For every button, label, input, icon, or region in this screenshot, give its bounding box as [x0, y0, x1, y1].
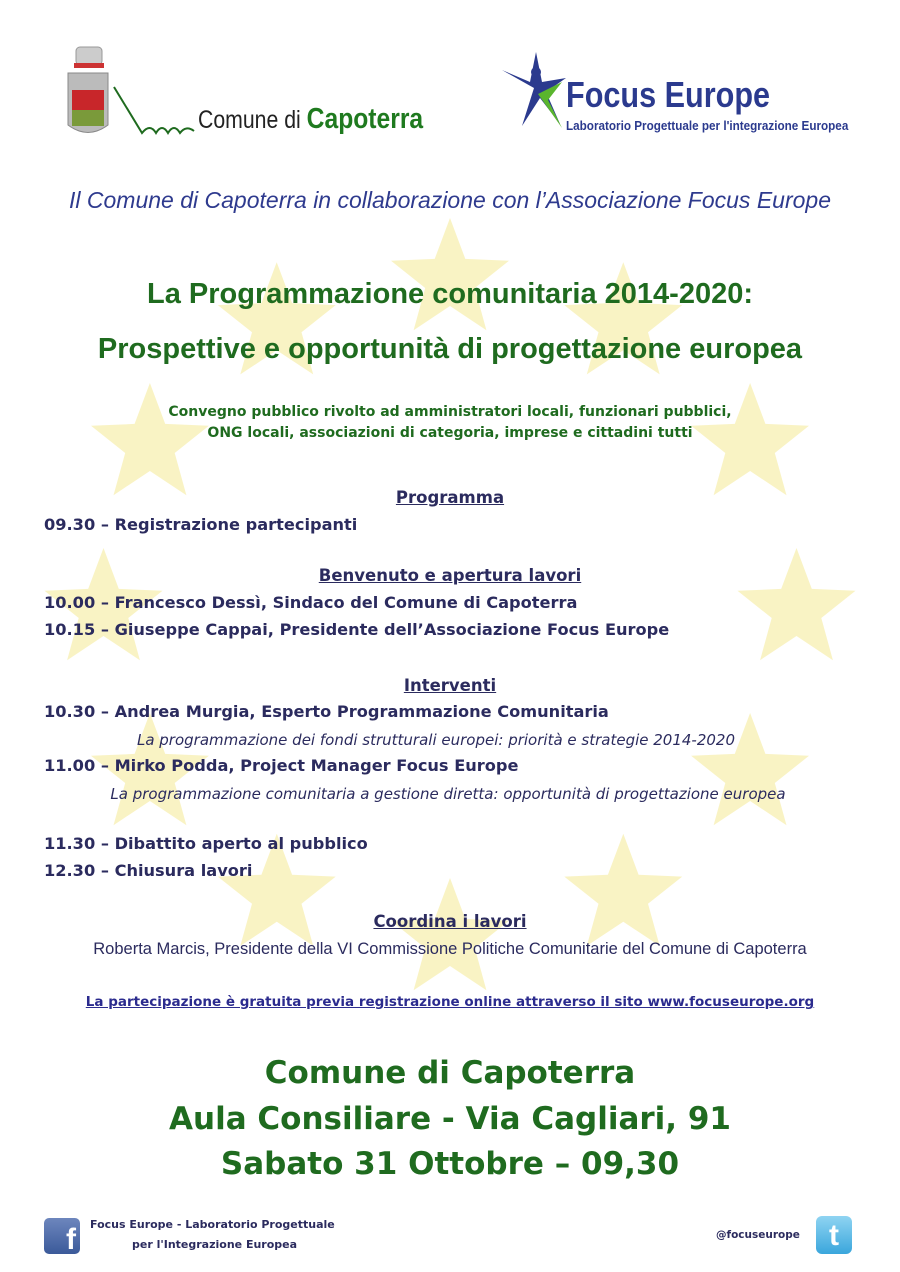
facebook-line-1: Focus Europe - Laboratorio Progettuale	[90, 1218, 335, 1231]
twitter-link[interactable]	[712, 1214, 856, 1256]
title-line-2: Prospettive e opportunità di progettazione europea	[97, 333, 803, 365]
facebook-icon: f	[44, 1218, 80, 1254]
audience-line-1: Convegno pubblico rivolto ad amministratori locali, funzionari pubblici,	[168, 404, 732, 420]
facebook-link[interactable]	[44, 1216, 364, 1256]
background-star-icon	[738, 548, 856, 660]
venue-line-1: Comune di Capoterra	[264, 1055, 636, 1091]
schedule-item: 10.30 – Andrea Murgia, Esperto Programmazione Comunitaria	[44, 702, 609, 721]
talk-topic: La programmazione comunitaria a gestione diretta: opportunità di progettazione europea	[110, 785, 786, 803]
background-star-icon	[691, 713, 809, 825]
talks-heading: Interventi	[403, 676, 497, 695]
star-person-icon	[500, 48, 570, 136]
schedule-item: 10.00 – Francesco Dessì, Sindaco del Comune di Capoterra	[44, 593, 578, 612]
focus-europe-tagline: Laboratorio Progettuale per l'integrazione Europea	[566, 118, 849, 133]
schedule-item: 11.30 – Dibattito aperto al pubblico	[44, 834, 368, 853]
registration-item: 09.30 – Registrazione partecipanti	[44, 515, 358, 534]
coordinator: Roberta Marcis, Presidente della VI Commissione Politiche Comunitarie del Comune di Capoterra	[93, 940, 807, 958]
venue-line-2: Aula Consiliare - Via Cagliari, 91	[169, 1101, 731, 1137]
focus-europe-name: Focus Europe	[566, 74, 771, 115]
comune-name: Capoterra	[306, 103, 424, 135]
title-line-1: La Programmazione comunitaria 2014-2020:	[146, 278, 753, 310]
intro-line: Il Comune di Capoterra in collaborazione con l’Associazione Focus Europe	[69, 187, 831, 213]
background-star-icon	[391, 878, 509, 990]
program-heading: Programma	[395, 488, 505, 507]
welcome-heading: Benvenuto e apertura lavori	[318, 566, 582, 585]
coat-of-arms-icon	[62, 45, 112, 140]
twitter-handle: @focuseurope	[716, 1229, 800, 1241]
background-star-icon	[391, 218, 509, 330]
registration-link[interactable]: La partecipazione è gratuita previa registrazione online attraverso il sito www.focuseurope.org	[85, 994, 815, 1010]
twitter-icon: t	[816, 1216, 852, 1254]
facebook-line-2: per l'Integrazione Europea	[132, 1238, 298, 1251]
venue-line-3: Sabato 31 Ottobre – 09,30	[220, 1146, 680, 1182]
comune-logo	[62, 45, 422, 145]
focus-europe-logo	[500, 48, 870, 138]
audience-line-2: ONG locali, associazioni di categoria, imprese e cittadini tutti	[207, 425, 693, 441]
wave-line-icon	[112, 83, 202, 143]
coord-heading: Coordina i lavori	[373, 912, 527, 931]
schedule-item: 10.15 – Giuseppe Cappai, Presidente dell’Associazione Focus Europe	[44, 620, 670, 639]
schedule-item: 12.30 – Chiusura lavori	[44, 861, 253, 880]
comune-prefix: Comune di	[198, 106, 307, 134]
talk-topic: La programmazione dei fondi strutturali europei: priorità e strategie 2014-2020	[136, 731, 736, 749]
schedule-item: 11.00 – Mirko Podda, Project Manager Focus Europe	[44, 756, 519, 775]
